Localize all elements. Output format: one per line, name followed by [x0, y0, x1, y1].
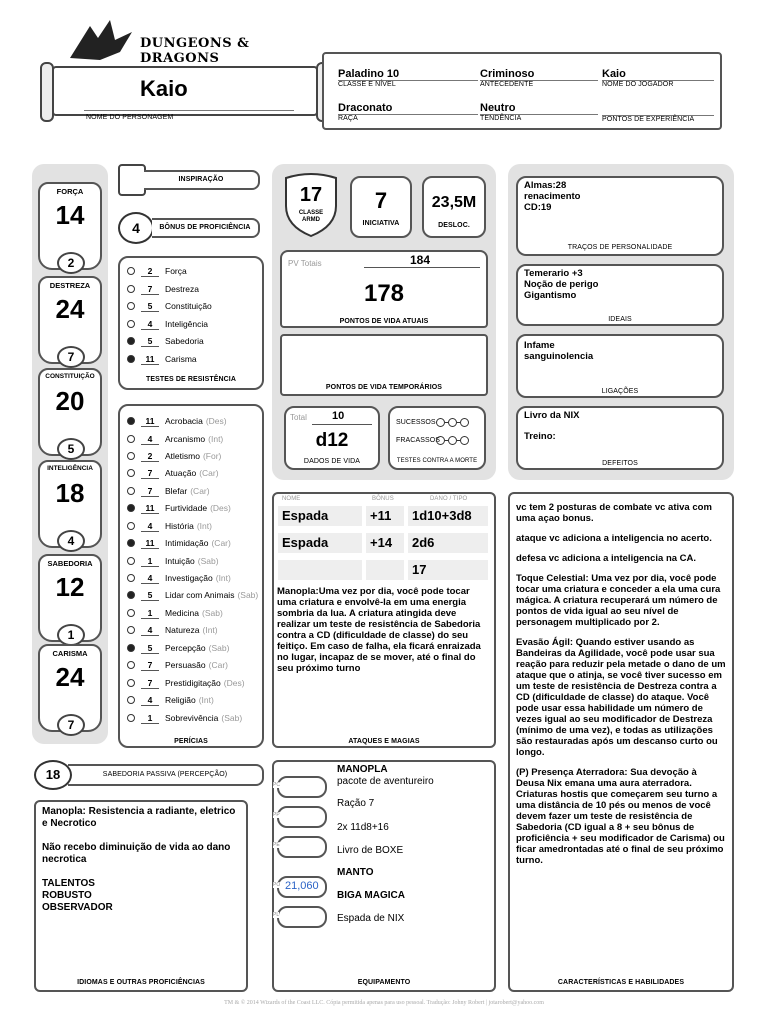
trait-line: Almas:28	[524, 180, 567, 191]
attack-name[interactable]	[278, 560, 362, 580]
bond-line: Infame	[524, 340, 555, 351]
skill-prof-marker[interactable]	[127, 452, 135, 460]
skill-blefar[interactable]	[127, 484, 210, 498]
skill-attr: (Sab)	[237, 590, 259, 600]
trait-line: renacimento	[524, 191, 581, 202]
skill-attr: (Int)	[202, 625, 218, 635]
coin-cp[interactable]	[273, 776, 327, 798]
coin-gp[interactable]	[273, 876, 327, 898]
skill-name: Persuasão	[165, 660, 206, 670]
background-value: Criminoso	[480, 68, 535, 80]
skill-prof-marker[interactable]	[127, 644, 135, 652]
skill-prof-marker[interactable]	[127, 469, 135, 477]
skill-value: 11	[141, 538, 159, 549]
save-prof-marker[interactable]	[127, 355, 135, 363]
save-value: 2	[141, 266, 159, 277]
death-success-check[interactable]	[460, 418, 469, 427]
skill-name: Investigação	[165, 573, 213, 583]
skill-value: 5	[141, 590, 159, 601]
skill-value: 4	[141, 625, 159, 636]
bonds-label: LIGAÇÕES	[601, 388, 639, 395]
class-level-value: Paladino 10	[338, 68, 400, 80]
attack-row[interactable]	[278, 506, 490, 528]
skill-prof-marker[interactable]	[127, 696, 135, 704]
equipment-title: EQUIPAMENTO	[357, 979, 411, 986]
flaws-label: DEFEITOS	[602, 460, 638, 467]
skill-persuasao[interactable]	[127, 658, 228, 672]
experience[interactable]	[602, 102, 714, 123]
dragon-emblem-icon	[60, 18, 140, 62]
coin-label: PE	[273, 842, 280, 848]
proficiency-line	[42, 866, 240, 878]
coin-label: PL	[273, 912, 280, 918]
hit-points-temp-box[interactable]	[280, 334, 488, 396]
ideals-box[interactable]	[516, 264, 724, 326]
skill-atletismo[interactable]	[127, 449, 221, 463]
skill-arcanismo[interactable]	[127, 432, 223, 446]
save-prof-marker[interactable]	[127, 302, 135, 310]
hp-temp-label: PONTOS DE VIDA TEMPORÁRIOS	[325, 384, 443, 391]
skill-attr: (Sab)	[208, 643, 230, 653]
speed-box[interactable]	[422, 176, 486, 238]
bonds-box[interactable]	[516, 334, 724, 398]
race[interactable]	[338, 102, 478, 122]
alignment-value: Neutro	[480, 102, 516, 114]
skill-medicina[interactable]	[127, 606, 223, 620]
footer-copyright: TM & © 2014 Wizards of the Coast LLC. Cópia permitida apenas para uso pessoal. Tradução: Johny Robert | jotarobert@yahoo.com	[224, 1000, 544, 1006]
speed-label: DESLOC.	[438, 222, 470, 229]
skill-name: Blefar	[165, 486, 188, 496]
skill-prof-marker[interactable]	[127, 609, 135, 617]
save-name: Constituição	[165, 301, 212, 311]
skill-prestidigitacao[interactable]	[127, 676, 245, 690]
hp-current-value: 178	[363, 280, 405, 307]
skill-value: 7	[141, 486, 159, 497]
attack-bonus[interactable]: +14	[366, 533, 404, 553]
features-box[interactable]	[508, 492, 734, 992]
save-name: Sabedoria	[165, 336, 204, 346]
save-strength[interactable]	[127, 264, 187, 278]
skill-prof-marker[interactable]	[127, 539, 135, 547]
proficiency-line: Não recebo diminuição de vida ao dano necrotica	[42, 842, 231, 865]
attack-damage[interactable]: 1d10+3d8	[408, 506, 488, 526]
proficiency-line: OBSERVADOR	[42, 902, 113, 913]
skill-attr: (Des)	[223, 678, 245, 688]
skill-name: Prestidigitação	[165, 678, 221, 688]
skill-value: 4	[141, 521, 159, 532]
death-success-label: SUCESSOS	[396, 419, 436, 426]
skill-value: 1	[141, 713, 159, 724]
skill-name: Intuição	[165, 556, 195, 566]
flaws-box[interactable]	[516, 406, 724, 470]
equipment-item[interactable]: BIGA MAGICA	[337, 890, 405, 901]
ideal-line: Noção de perigo	[524, 279, 599, 290]
skill-value: 5	[141, 643, 159, 654]
skill-attr: (Int)	[198, 695, 214, 705]
proficiency-label: BÔNUS DE PROFICIÊNCIA	[159, 224, 251, 231]
skill-atuacao[interactable]	[127, 466, 219, 480]
skill-name: Acrobacia	[165, 416, 203, 426]
skill-prof-marker[interactable]	[127, 487, 135, 495]
skill-prof-marker[interactable]	[127, 679, 135, 687]
save-value: 5	[141, 336, 159, 347]
alignment[interactable]	[480, 102, 598, 122]
skill-name: Religião	[165, 695, 196, 705]
coin-label: PP	[273, 812, 280, 818]
hp-max-label: PV Totais	[288, 259, 322, 268]
initiative-box[interactable]	[350, 176, 412, 238]
save-value: 5	[141, 301, 159, 312]
save-name: Destreza	[165, 284, 200, 294]
armor-class-value: 17	[299, 184, 323, 206]
race-label: RAÇA	[338, 115, 358, 122]
equipment-item[interactable]: pacote de aventureiro	[337, 776, 434, 787]
skill-value: 4	[141, 573, 159, 584]
class-level-label: CLASSE E NÍVEL	[338, 81, 396, 88]
skill-name: Furtividade	[165, 503, 208, 513]
feature-paragraph: Toque Celestial: Uma vez por dia, você pode tocar uma criatura e conceder a ela uma cura mágica. A criatura recuperará um número de pontos de vida igual ao seu nível de personagem multiplicado por 2.	[516, 573, 721, 628]
skill-name: Sobrevivência	[165, 713, 219, 723]
skill-name: Natureza	[165, 625, 200, 635]
death-fail-check[interactable]	[436, 436, 445, 445]
skill-prof-marker[interactable]	[127, 417, 135, 425]
ability-constitution[interactable]: CONSTITUIÇÃO 20 5	[38, 368, 102, 456]
background[interactable]	[480, 68, 598, 88]
save-prof-marker[interactable]	[127, 337, 135, 345]
ability-intelligence[interactable]: INTELIGÊNCIA 18 4	[38, 460, 102, 548]
skill-acrobacia[interactable]	[127, 414, 227, 428]
attack-damage[interactable]: 17	[408, 560, 488, 580]
proficiency-line	[42, 830, 240, 842]
skill-value: 1	[141, 556, 159, 567]
initiative-value: 7	[374, 188, 388, 213]
save-value: 4	[141, 319, 159, 330]
coin-value: 21,060	[285, 880, 319, 892]
equipment-item[interactable]: Espada de NIX	[337, 913, 405, 924]
attack-name[interactable]: Espada	[278, 506, 362, 526]
skill-prof-marker[interactable]	[127, 574, 135, 582]
death-saves-box	[388, 406, 486, 470]
save-intelligence[interactable]	[127, 317, 208, 331]
skill-attr: (Int)	[196, 521, 212, 531]
save-value: 11	[141, 354, 159, 365]
save-prof-marker[interactable]	[127, 285, 135, 293]
skill-intimidacao[interactable]	[127, 536, 231, 550]
skills-title: PERÍCIAS	[174, 738, 208, 745]
death-success-check[interactable]	[448, 418, 457, 427]
attacks-col-damage: DANO / TIPO	[430, 496, 468, 502]
proficiencies-title: IDIOMAS E OUTRAS PROFICIÊNCIAS	[77, 979, 205, 986]
bond-line: sanguinolencia	[524, 351, 594, 362]
feature-paragraph: Evasão Ágil: Quando estiver usando as Bandeiras da Agilidade, você pode usar sua reação para reduzir pela metade o dano de um ataque que o atinja, se você tiver sucesso em um teste de resistência de Destreza contra a CD (dificuldade de classe) do ataque. Você pode usar essa habilidade um número de vezes igual ao seu modificador de Destreza (mínimo de uma vez), e todas as utilizações são restauradas após um descanso curto ou longo.	[516, 637, 726, 758]
coin-label: PO	[273, 882, 281, 888]
skill-attr: (Sab)	[197, 556, 219, 566]
attack-bonus[interactable]	[366, 560, 404, 580]
hit-dice-total-label: Total	[290, 413, 307, 422]
skill-percepcao[interactable]	[127, 641, 229, 655]
save-wisdom[interactable]	[127, 334, 204, 348]
experience-label: PONTOS DE EXPERIÊNCIA	[602, 116, 695, 123]
skill-attr: (Sab)	[221, 713, 243, 723]
skill-value: 2	[141, 451, 159, 462]
skill-attr: (Int)	[208, 434, 224, 444]
equipment-item[interactable]: 2x 11d8+16	[337, 822, 389, 833]
skill-name: Arcanismo	[165, 434, 206, 444]
logo-text: DUNGEONS & DRAGONS	[140, 36, 250, 66]
passive-perception-circle[interactable]	[34, 760, 72, 790]
save-prof-marker[interactable]	[127, 267, 135, 275]
skill-intuicao[interactable]	[127, 554, 219, 568]
character-name-label: NOME DO PERSONAGEM	[86, 114, 174, 121]
flaw-line: Treino:	[524, 431, 556, 442]
skill-value: 4	[141, 434, 159, 445]
save-charisma[interactable]	[127, 352, 197, 366]
attack-damage[interactable]: 2d6	[408, 533, 488, 553]
class-level[interactable]	[338, 68, 478, 88]
skill-sobrevivencia[interactable]	[127, 711, 242, 725]
death-success-check[interactable]	[436, 418, 445, 427]
skill-attr: (Des)	[205, 416, 227, 426]
save-dexterity[interactable]	[127, 282, 199, 296]
attack-name[interactable]: Espada	[278, 533, 362, 553]
ideals-label: IDEAIS	[608, 316, 632, 323]
death-fail-check[interactable]	[460, 436, 469, 445]
skill-prof-marker[interactable]	[127, 557, 135, 565]
skill-attr: (Sab)	[202, 608, 223, 618]
skill-prof-marker[interactable]	[127, 661, 135, 669]
ability-strength[interactable]: FORÇA 14 2	[38, 182, 102, 270]
feature-paragraph: (P) Presença Aterradora: Sua devoção à Deusa Nix emana uma aura aterradora. Criaturas hostis que começarem seu turno a uma distância de 10 pés ou menos de você devem fazer um teste de resistência de Sabedoria (CD igual a 8 + seu bônus de proficiência + seu modificador de Carisma) ou ficar amedrontadas até o final de seu próximo turno.	[516, 767, 725, 866]
hit-dice-label: DADOS DE VIDA	[303, 458, 361, 465]
skill-prof-marker[interactable]	[127, 435, 135, 443]
feature-paragraph: defesa vc adiciona a inteligencia na CA.	[516, 553, 697, 564]
attacks-col-name: NOME	[282, 496, 301, 502]
skill-attr: (Car)	[199, 468, 219, 478]
skill-value: 7	[141, 660, 159, 671]
skill-prof-marker[interactable]	[127, 591, 135, 599]
armor-class-label: CLASSE ARMD	[298, 210, 324, 223]
skill-name: Intimidação	[165, 538, 209, 548]
armor-class-shield[interactable]	[282, 172, 340, 238]
hit-dice-total-value: 10	[332, 410, 345, 422]
attacks-notes[interactable]: Manopla:Uma vez por dia, você pode tocar uma criatura e envolvê-la em uma energia sombria da lua. A criatura atingida deve realizar um teste de resistência de Sabedoria contra a CD (dificuldade de classe) do seu feitiço. Em caso de falha, ela ficará enraizada no lugar, incapaz de se mover, até o final do seu próximo turno	[277, 586, 481, 674]
save-name: Força	[165, 266, 187, 276]
hit-dice-value: d12	[315, 430, 349, 451]
skill-attr: (Car)	[190, 486, 210, 496]
ideal-line: Temerario +3	[524, 268, 583, 279]
coin-sp[interactable]	[273, 806, 327, 828]
skill-value: 11	[141, 503, 159, 514]
proficiencies-box[interactable]	[34, 800, 248, 992]
passive-perception-banner	[68, 764, 264, 786]
skill-value: 7	[141, 678, 159, 689]
skill-attr: (Car)	[211, 538, 231, 548]
save-name: Carisma	[165, 354, 197, 364]
skill-investigacao[interactable]	[127, 571, 231, 585]
skill-religiao[interactable]	[127, 693, 214, 707]
passive-perception-value: 18	[45, 767, 61, 782]
skill-lidar-com-animais[interactable]	[127, 588, 258, 602]
initiative-label: INICIATIVA	[362, 220, 400, 227]
proficiency-bonus-value: 4	[132, 220, 140, 236]
skill-value: 11	[141, 416, 159, 427]
equipment-item[interactable]: Ração 7	[337, 798, 375, 809]
inspiration-label: INSPIRAÇÃO	[178, 176, 224, 183]
skill-prof-marker[interactable]	[127, 522, 135, 530]
proficiency-bonus-circle[interactable]	[118, 212, 154, 244]
player-name[interactable]	[602, 68, 714, 88]
equipment-item[interactable]: Livro de BOXE	[337, 845, 404, 856]
proficiency-line: ROBUSTO	[42, 890, 92, 901]
ability-charisma[interactable]: CARISMA 24 7	[38, 644, 102, 732]
save-constitution[interactable]	[127, 299, 212, 313]
skill-furtividade[interactable]	[127, 501, 231, 515]
skill-attr: (For)	[202, 451, 222, 461]
skill-value: 1	[141, 608, 159, 619]
features-title: CARACTERÍSTICAS E HABILIDADES	[557, 979, 685, 986]
skill-name: Percepção	[165, 643, 206, 653]
hit-dice-box[interactable]	[284, 406, 380, 470]
skill-natureza[interactable]	[127, 623, 218, 637]
proficiency-line: Manopla: Resistencia a radiante, eletrico e Necrotico	[42, 806, 236, 829]
skill-attr: (Des)	[210, 503, 231, 513]
ability-dexterity[interactable]: DESTREZA 24 7	[38, 276, 102, 364]
skill-prof-marker[interactable]	[127, 626, 135, 634]
coin-label: PC	[273, 782, 280, 788]
proficiency-line: TALENTOS	[42, 878, 95, 889]
logo	[60, 18, 330, 66]
player-name-value: Kaio	[602, 68, 626, 80]
proficiency-banner	[152, 218, 260, 238]
death-saves-label: TESTES CONTRA A MORTE	[396, 458, 478, 464]
hp-max-value[interactable]: 184	[410, 253, 431, 267]
attack-row[interactable]	[278, 560, 490, 582]
skill-value: 7	[141, 468, 159, 479]
hit-points-current-box[interactable]	[280, 250, 488, 328]
attack-row[interactable]	[278, 533, 490, 555]
skill-prof-marker[interactable]	[127, 714, 135, 722]
equipment-item[interactable]: MANTO	[337, 867, 374, 878]
skill-prof-marker[interactable]	[127, 504, 135, 512]
skill-name: Lidar com Animais	[165, 590, 235, 600]
ability-wisdom[interactable]: SABEDORIA 12 1	[38, 554, 102, 642]
alignment-label: TENDÊNCIA	[480, 115, 522, 122]
speed-value: 23,5M	[431, 194, 477, 211]
passive-perception-label: SABEDORIA PASSIVA (PERCEPÇÃO)	[102, 771, 228, 778]
inspiration-box[interactable]	[118, 164, 146, 196]
skill-value: 4	[141, 695, 159, 706]
death-fail-label: FRACASSOS	[396, 437, 441, 444]
skill-attr: (Int)	[215, 573, 231, 583]
skill-name: Medicina	[165, 608, 200, 618]
ideal-line: Gigantismo	[524, 290, 577, 301]
attacks-title: ATAQUES E MAGIAS	[348, 738, 420, 745]
personality-traits-box[interactable]	[516, 176, 724, 256]
saving-throws-title: TESTES DE RESISTÊNCIA	[145, 376, 236, 383]
save-prof-marker[interactable]	[127, 320, 135, 328]
background-label: ANTECEDENTE	[480, 81, 534, 88]
race-value: Draconato	[338, 102, 393, 114]
coin-ep[interactable]	[273, 836, 327, 858]
skill-name: Atuação	[165, 468, 197, 478]
traits-label: TRAÇOS DE PERSONALIDADE	[567, 244, 673, 251]
skill-name: História	[165, 521, 194, 531]
coin-pp[interactable]	[273, 906, 327, 928]
save-name: Inteligência	[165, 319, 209, 329]
death-fail-check[interactable]	[448, 436, 457, 445]
character-name-banner	[40, 62, 330, 124]
flaw-line: Livro da NIX	[524, 410, 580, 421]
attack-bonus[interactable]: +11	[366, 506, 404, 526]
equipment-item[interactable]: MANOPLA	[337, 764, 388, 775]
attacks-col-bonus: BÔNUS	[372, 496, 394, 502]
feature-paragraph: vc tem 2 posturas de combate vc ativa com uma açao bonus.	[516, 502, 712, 524]
player-name-label: NOME DO JOGADOR	[602, 81, 674, 88]
trait-line: CD:19	[524, 202, 552, 213]
skill-name: Atletismo	[165, 451, 200, 461]
skill-historia[interactable]	[127, 519, 212, 533]
hp-current-label: PONTOS DE VIDA ATUAIS	[339, 318, 429, 325]
feature-paragraph: ataque vc adiciona a inteligencia no acerto.	[516, 533, 712, 544]
skill-attr: (Car)	[208, 660, 228, 670]
character-name[interactable]: Kaio	[140, 76, 188, 101]
inspiration-banner	[144, 170, 260, 190]
save-value: 7	[141, 284, 159, 295]
